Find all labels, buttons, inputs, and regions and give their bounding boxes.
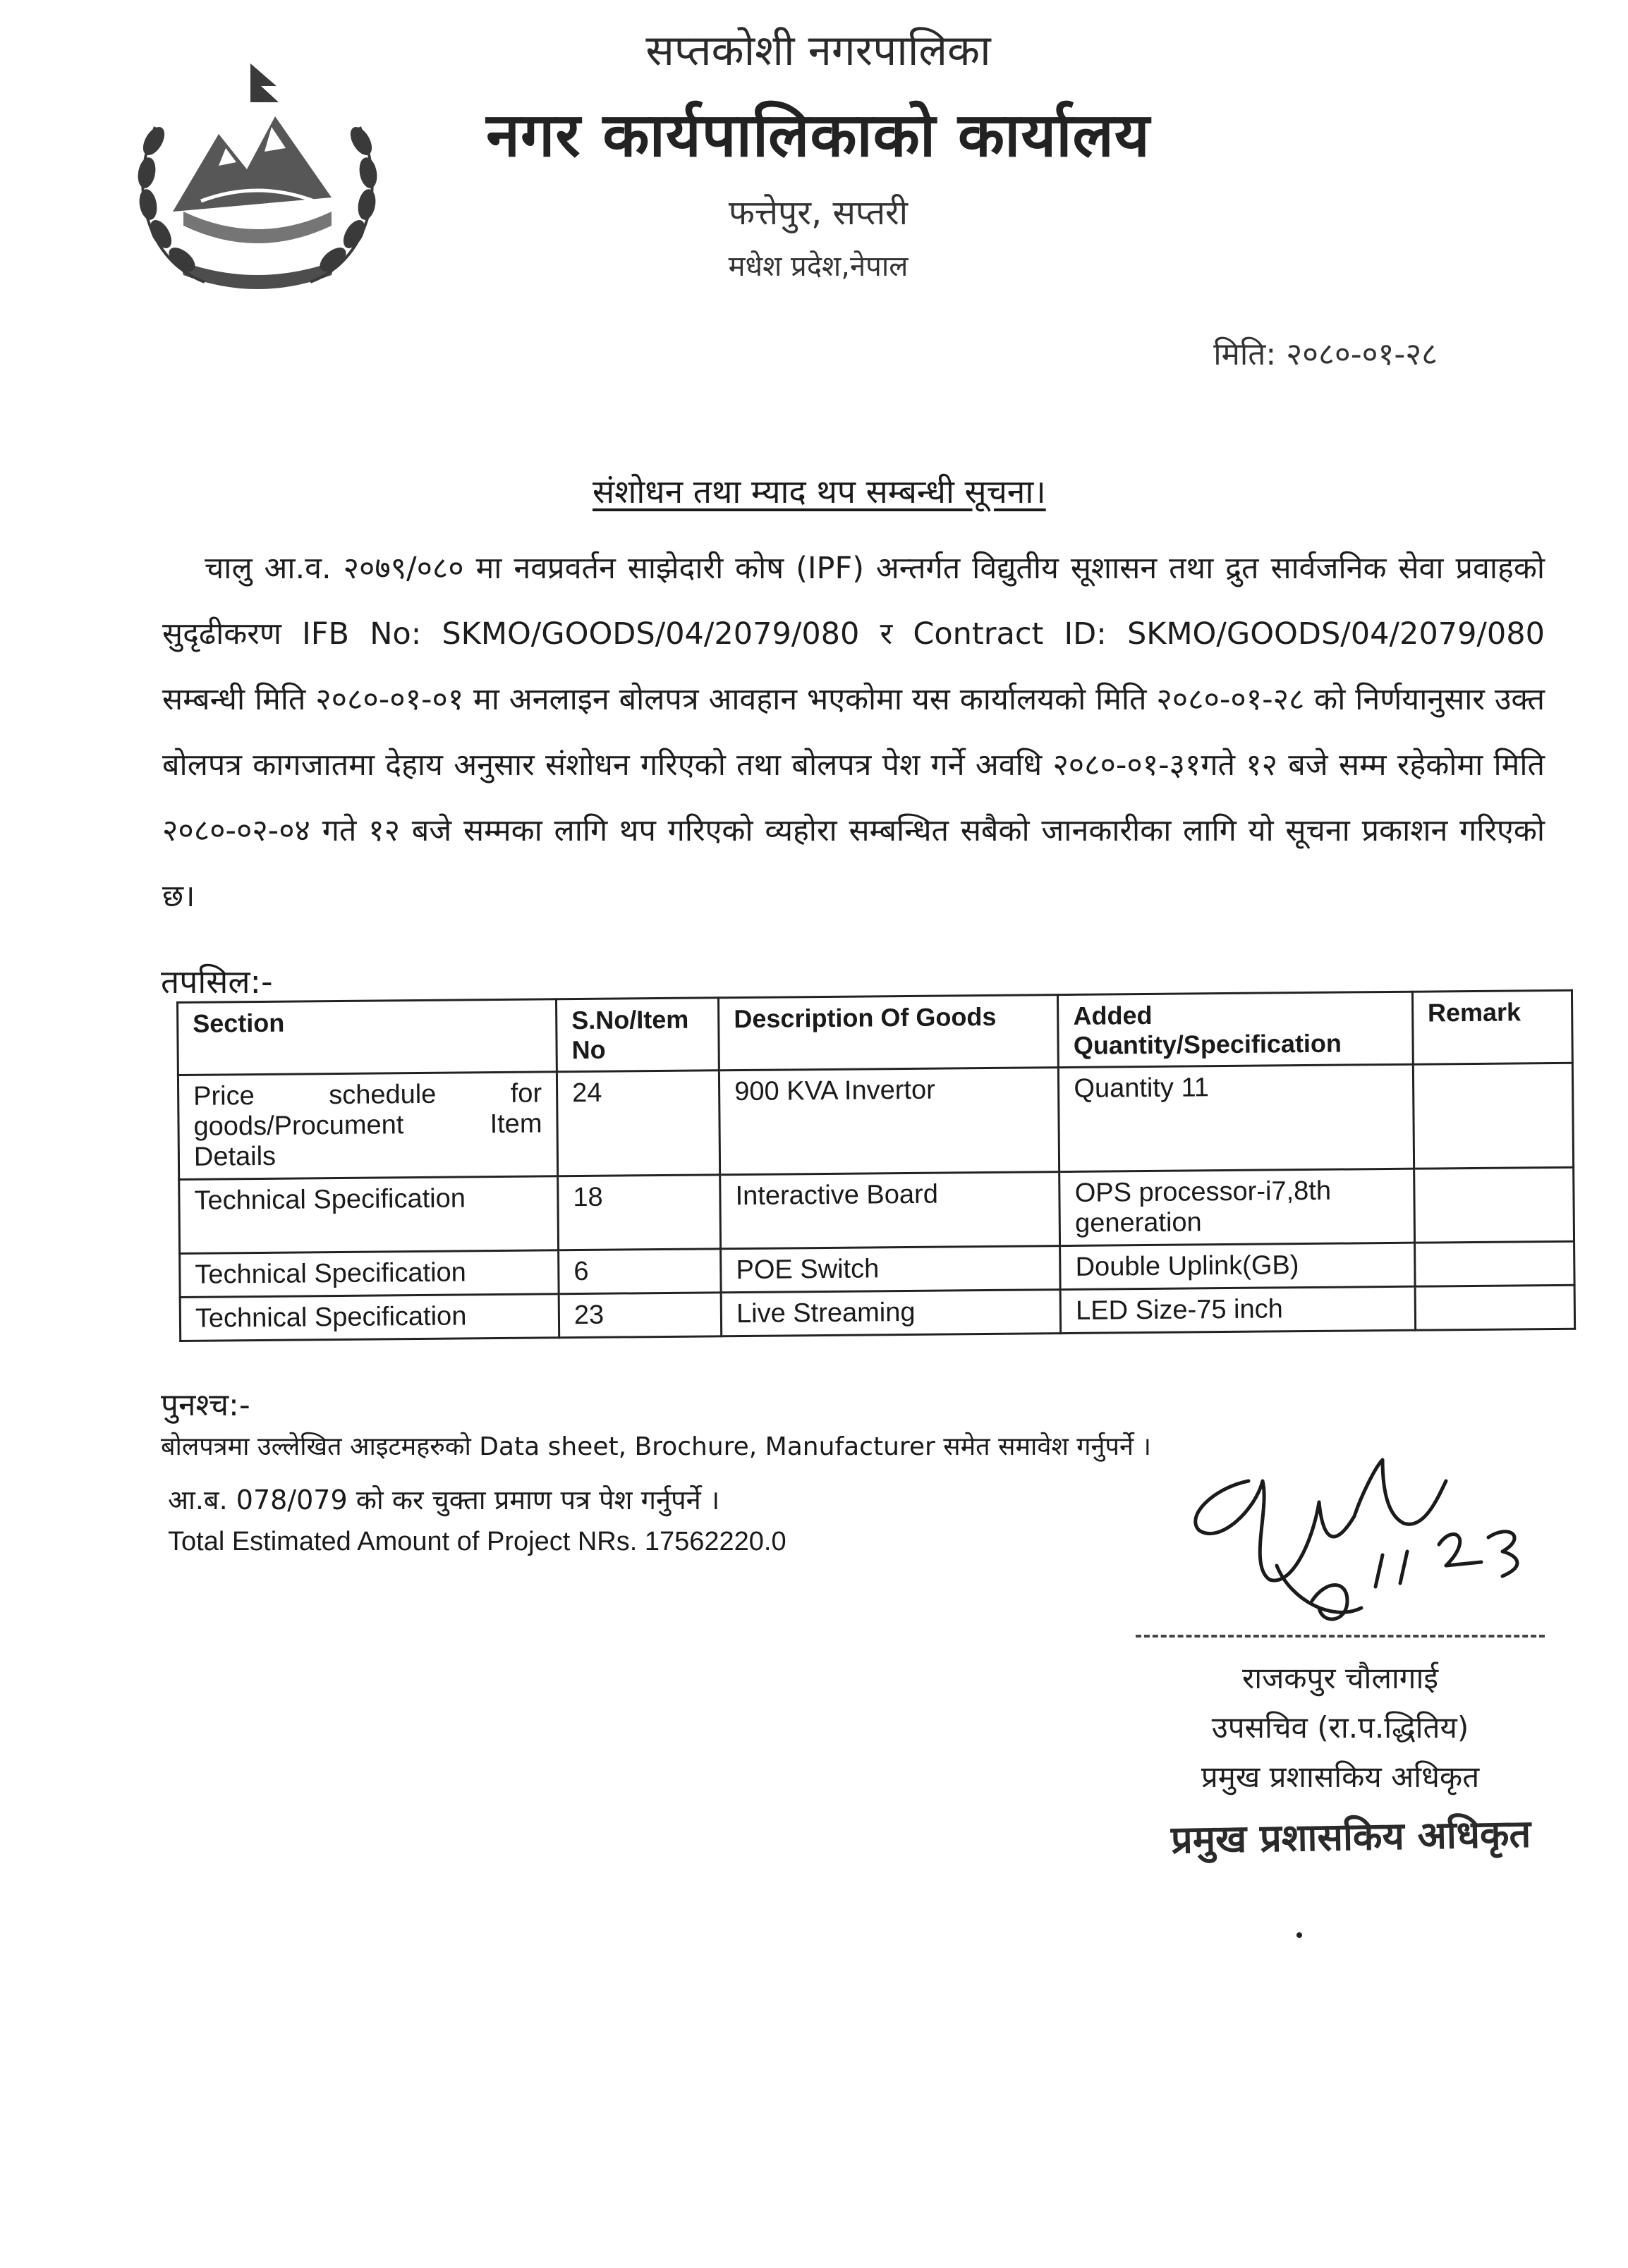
handwritten-signature [1171, 1428, 1538, 1650]
table-row [179, 1167, 1574, 1253]
signer-name: राजकपुर चौलागाई [1242, 1661, 1438, 1695]
header-section: Section [178, 999, 557, 1075]
cell-section: Technical Specification [180, 1294, 559, 1341]
cell-section: Price schedule for goods/Procument Item Details [178, 1072, 557, 1180]
postscript-line-2: आ.ब. 078/079 को कर चुक्ता प्रमाण पत्र पेश गर्नुपर्ने । [168, 1484, 720, 1516]
header-added: Added Quantity/Specification [1058, 992, 1413, 1067]
notice-date: मिति: २०८०-०१-२८ [1213, 336, 1438, 372]
address-line-1: फत्तेपुर, सप्तरी [728, 193, 909, 233]
cell-section: Technical Specification [179, 1176, 559, 1254]
table-header-row [178, 990, 1573, 1075]
cell-added: LED Size-75 inch [1060, 1286, 1415, 1333]
office-title: नगर कार्यपालिकाको कार्यालय [486, 100, 1150, 171]
cell-remark [1414, 1167, 1574, 1243]
cell-description: Interactive Board [720, 1172, 1060, 1249]
cell-sno: 24 [557, 1071, 719, 1176]
postscript-line-3: Total Estimated Amount of Project NRs. 17562220.0 [168, 1527, 786, 1556]
ink-dot [1296, 1932, 1302, 1938]
address-line-2: मधेश प्रदेश,नेपाल [728, 250, 909, 283]
header-remark: Remark [1412, 990, 1572, 1064]
signer-role: प्रमुख प्रशासकिय अधिकृत [1201, 1760, 1480, 1794]
details-label: तपसिल:- [161, 963, 273, 1001]
cell-remark [1415, 1285, 1575, 1330]
government-emblem [120, 49, 395, 310]
notice-body: चालु आ.व. २०७९/०८० मा नवप्रवर्तन साझेदारी कोष (IPF) अन्तर्गत विद्युतीय सूशासन तथा द्रुत सार्वजनिक सेवा प्रवाहको सुदृढीकरण IFB No: SKMO/GOODS/04/2079/080 र Contract ID: SKMO/GOODS/04/2079/080 सम्बन्धी मिति २०८०-०१-०१ मा अनलाइन बोलपत्र आवहान भएकोमा यस कार्यालयको मिति २०८०-०१-२८ को निर्णयानुसार उक्त बोलपत्र कागजातमा देहाय अनुसार संशोधन गरिएको तथा बोलपत्र पेश गर्ने अवधि २०८०-०१-३१गते १२ बजे सम्म रहेकोमा मिति २०८०-०२-०४ गते १२ बजे सम्मका लागि थप गरिएको व्यहोरा सम्बन्धित सबैको जानकारीका लागि यो सूचना प्रकाशन गरिएको छ। [162, 551, 1545, 914]
signature-date-text: ८०।१।२८ [1171, 1428, 1209, 1441]
cell-added: Quantity 11 [1059, 1064, 1414, 1171]
header-sno: S.No/Item No [556, 998, 719, 1072]
signer-title: उपसचिव (रा.प.द्धितिय) [1211, 1710, 1469, 1745]
cell-description: Live Streaming [721, 1290, 1061, 1336]
cell-added: Double Uplink(GB) [1060, 1243, 1415, 1289]
notice-subject: संशोधन तथा म्याद थप सम्बन्धी सूचना। [593, 472, 1046, 511]
cell-section: Technical Specification [180, 1250, 559, 1298]
postscript-line-1: बोलपत्रमा उल्लेखित आइटमहरुको Data sheet, Brochure, Manufacturer समेत समावेश गर्नुपर्ने । [161, 1432, 1152, 1461]
cell-sno: 23 [559, 1293, 722, 1338]
cell-sno: 18 [558, 1175, 721, 1250]
cell-remark [1413, 1063, 1574, 1169]
signature-line [1136, 1635, 1545, 1638]
cell-description: 900 KVA Invertor [719, 1068, 1059, 1175]
official-stamp: प्रमुख प्रशासकिय अधिकृत [1170, 1811, 1531, 1862]
amendment-table [176, 989, 1576, 1342]
cell-added: OPS processor-i7,8th generation [1059, 1169, 1414, 1245]
cell-remark [1414, 1241, 1574, 1286]
cell-description: POE Switch [721, 1246, 1061, 1293]
municipality-name: सप्तकोशी नगरपालिका [645, 26, 991, 75]
cell-sno: 6 [559, 1249, 722, 1294]
header-description: Description Of Goods [719, 995, 1059, 1071]
postscript-label: पुनश्च:- [161, 1387, 250, 1423]
table-row [178, 1063, 1573, 1179]
